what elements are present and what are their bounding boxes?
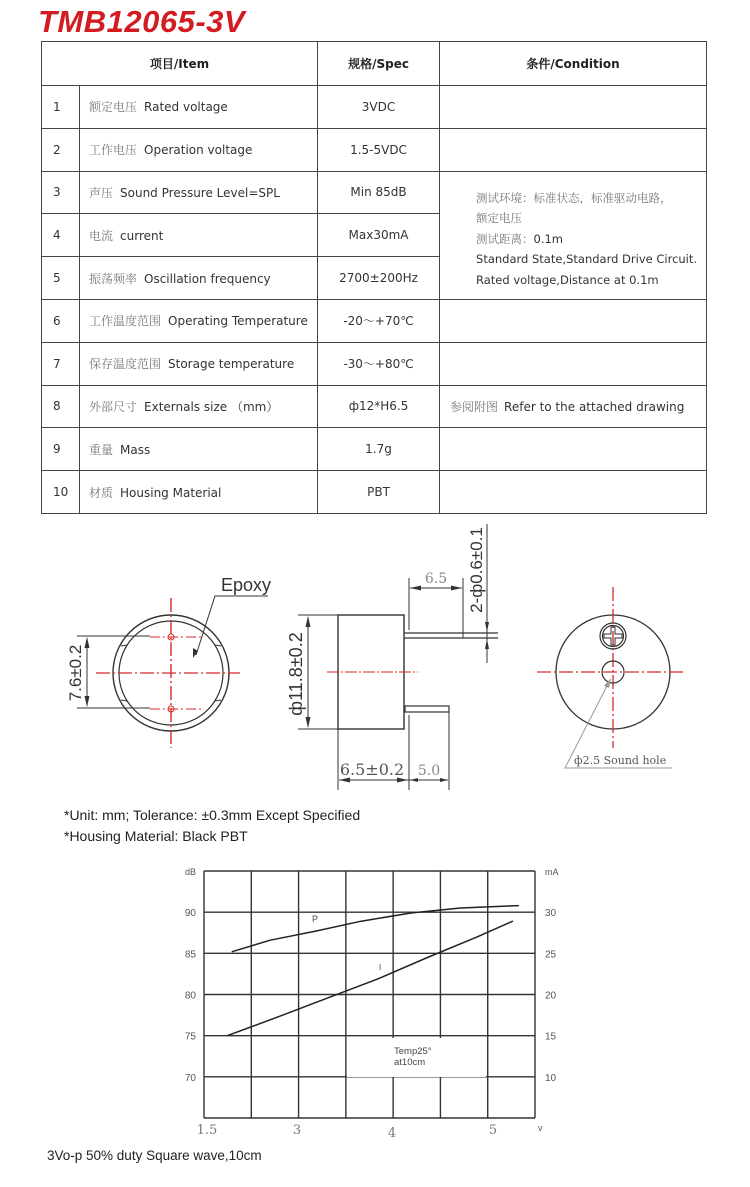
row-number: 2: [42, 128, 80, 171]
lower-pin: [405, 706, 449, 712]
dim-arrow: [306, 616, 311, 627]
chart-caption: 3Vo-p 50% duty Square wave,10cm: [47, 1148, 262, 1163]
x-tick-label: 5: [488, 1123, 498, 1138]
y-right-tick-label: 25: [545, 949, 557, 961]
data-point: [315, 931, 316, 932]
dim-arrow: [410, 778, 418, 782]
series-label-i: I: [379, 963, 382, 972]
item-cell: [80, 385, 318, 428]
item-name-en: Operating Temperature: [168, 314, 308, 329]
y-right-tick-label: 30: [545, 908, 557, 920]
dim-arrow: [85, 637, 90, 648]
y-right-tick-label: mA: [545, 867, 559, 877]
y-left-tick-label: dB: [184, 867, 196, 877]
y-left-tick-label: 70: [184, 1072, 196, 1084]
series-line-i: [227, 921, 513, 1035]
condition-line: 额定电压: [476, 211, 523, 226]
item-cell: [80, 86, 318, 129]
spec-table: [41, 41, 707, 514]
table-row: [42, 385, 707, 428]
condition-cn: 参阅附图: [450, 399, 499, 414]
table-row: [42, 471, 707, 514]
spec-value: -30～+80℃: [318, 342, 440, 385]
row-number: 7: [42, 342, 80, 385]
row-number: 6: [42, 299, 80, 342]
table-row: [42, 86, 707, 129]
item-name-cn: 保存温度范围: [89, 357, 162, 372]
data-point: [518, 905, 519, 906]
data-point: [512, 921, 513, 922]
data-point: [476, 936, 477, 937]
annotation-line-2: at10cm: [394, 1057, 426, 1068]
condition-cell: [440, 86, 707, 129]
item-name-en: Storage temperature: [168, 357, 295, 372]
data-point: [270, 940, 271, 941]
spec-value: 2700±200Hz: [318, 257, 440, 300]
row-number: 9: [42, 428, 80, 471]
product-title: TMB12065-3V: [38, 4, 246, 39]
y-right-tick-label: 20: [545, 990, 557, 1002]
y-right-tick-label: 10: [545, 1072, 557, 1084]
epoxy-label: Epoxy: [221, 575, 272, 595]
header-condition: 条件/Condition: [440, 42, 707, 86]
top-view: [537, 587, 683, 768]
chart-grid: [204, 871, 535, 1118]
item-name-en: Rated voltage: [144, 100, 228, 115]
item-name-en: Operation voltage: [144, 143, 253, 158]
y-left-tick-label: 75: [184, 1031, 196, 1043]
item-name-cn: 电流: [89, 228, 114, 243]
y-left-tick-label: 85: [184, 949, 196, 961]
item-cell: [80, 342, 318, 385]
dim-arrow: [451, 586, 462, 591]
item-name-en: Oscillation frequency: [144, 271, 271, 286]
header-item: 项目/Item: [42, 42, 318, 86]
spec-value: Max30mA: [318, 214, 440, 257]
item-cell: [80, 128, 318, 171]
item-name-en: Externals size （mm）: [144, 399, 279, 414]
spec-value: Min 85dB: [318, 171, 440, 214]
spec-value: 1.5-5VDC: [318, 128, 440, 171]
x-tick-label: 3: [292, 1123, 302, 1138]
row-number: 4: [42, 214, 80, 257]
item-name-cn: 材质: [89, 485, 114, 500]
condition-cell: [440, 299, 707, 342]
y-right-tick-label: 15: [545, 1031, 557, 1043]
table-header-row: [42, 42, 707, 86]
dim-pin-offset-label: 5.0: [417, 763, 441, 779]
data-point: [361, 921, 362, 922]
table-row: [42, 342, 707, 385]
dim-arrow: [485, 639, 489, 649]
dim-arrow: [440, 778, 448, 782]
test-condition-cell: [440, 171, 707, 299]
condition-cell: [440, 342, 707, 385]
note-housing: *Housing Material: Black PBT: [64, 828, 248, 844]
data-point: [328, 997, 329, 998]
front-view: [66, 575, 271, 748]
item-cell: [80, 299, 318, 342]
dim-arrow: [85, 696, 90, 707]
condition-cell: [440, 128, 707, 171]
sound-hole-label: ф2.5 Sound hole: [574, 754, 667, 767]
item-name-cn: 重量: [89, 442, 114, 457]
item-cell: [80, 214, 318, 257]
spec-value: ф12*H6.5: [318, 385, 440, 428]
dim-pin-spacing-label: 7.6±0.2: [66, 644, 85, 702]
spec-value: 1.7g: [318, 428, 440, 471]
item-cell: [80, 257, 318, 300]
annotation-line-1: Temp25°: [394, 1046, 432, 1057]
row-number: 1: [42, 86, 80, 129]
side-view: [286, 524, 498, 790]
x-tick-label: 1.5: [196, 1123, 218, 1138]
table-row: [42, 299, 707, 342]
condition-en: Refer to the attached drawing: [504, 399, 685, 414]
condition-cell: [440, 471, 707, 514]
condition-line: Standard State,Standard Drive Circuit.: [476, 252, 698, 267]
dim-arrow: [306, 717, 311, 728]
dim-pin-length-label: 6.5: [424, 571, 448, 587]
condition-distance: [476, 229, 706, 250]
dim-height-label: 6.5±0.2: [339, 760, 405, 779]
header-spec: 规格/Spec: [318, 42, 440, 86]
series-label-p: P: [312, 914, 319, 924]
row-number: 5: [42, 257, 80, 300]
row-number: 3: [42, 171, 80, 214]
data-point: [278, 1016, 279, 1017]
item-name-cn: 外部尺寸: [89, 399, 138, 414]
item-cell: [80, 171, 318, 214]
item-name-en: Housing Material: [120, 485, 222, 500]
spec-value: 3VDC: [318, 86, 440, 129]
y-left-tick-label: 90: [184, 908, 196, 920]
data-point: [377, 978, 378, 979]
dim-arrow: [485, 622, 489, 632]
y-left-tick-label: 80: [184, 990, 196, 1002]
condition-line: 测试环境：标准状态，标准驱动电路，: [476, 190, 672, 205]
spec-value: -20～+70℃: [318, 299, 440, 342]
condition-cell: [440, 428, 707, 471]
data-point: [227, 1035, 228, 1036]
x-tick-label: 4: [387, 1126, 397, 1141]
data-point: [232, 951, 233, 952]
item-cell: [80, 471, 318, 514]
dim-arrow: [410, 586, 421, 591]
item-name-cn: 工作电压: [89, 143, 138, 158]
dimension-drawing: [0, 515, 750, 800]
row-number: 10: [42, 471, 80, 514]
item-name-cn: 额定电压: [89, 100, 138, 115]
dim-pin-diameter-label: 2-ф0.6±0.1: [467, 527, 486, 613]
dim-diameter-label: ф11.8±0.2: [286, 632, 306, 716]
item-name-en: current: [120, 228, 164, 243]
data-point: [460, 907, 461, 908]
epoxy-leader-line: [196, 596, 268, 655]
row-number: 8: [42, 385, 80, 428]
data-point: [427, 957, 428, 958]
item-cell: [80, 428, 318, 471]
item-name-en: Mass: [120, 442, 151, 457]
item-name-en: Sound Pressure Level=SPL: [120, 185, 280, 200]
item-name-cn: 工作温度范围: [89, 314, 162, 329]
table-row: [42, 171, 707, 214]
condition-distance-label: 测试距离：: [476, 231, 534, 246]
notes: [64, 805, 360, 847]
item-name-cn: 振荡频率: [89, 271, 138, 286]
data-point: [410, 912, 411, 913]
condition-line: Rated voltage,Distance at 0.1m: [476, 272, 659, 287]
note-tolerance: *Unit: mm; Tolerance: ±0.3mm Except Specified: [64, 807, 361, 823]
table-row: [42, 428, 707, 471]
spec-value: PBT: [318, 471, 440, 514]
table-row: [42, 128, 707, 171]
x-axis-label: v: [538, 1123, 543, 1133]
item-name-cn: 声压: [89, 185, 114, 200]
performance-chart: [0, 855, 750, 1145]
condition-cell: [440, 385, 707, 428]
condition-distance-value: 0.1m: [533, 231, 564, 246]
